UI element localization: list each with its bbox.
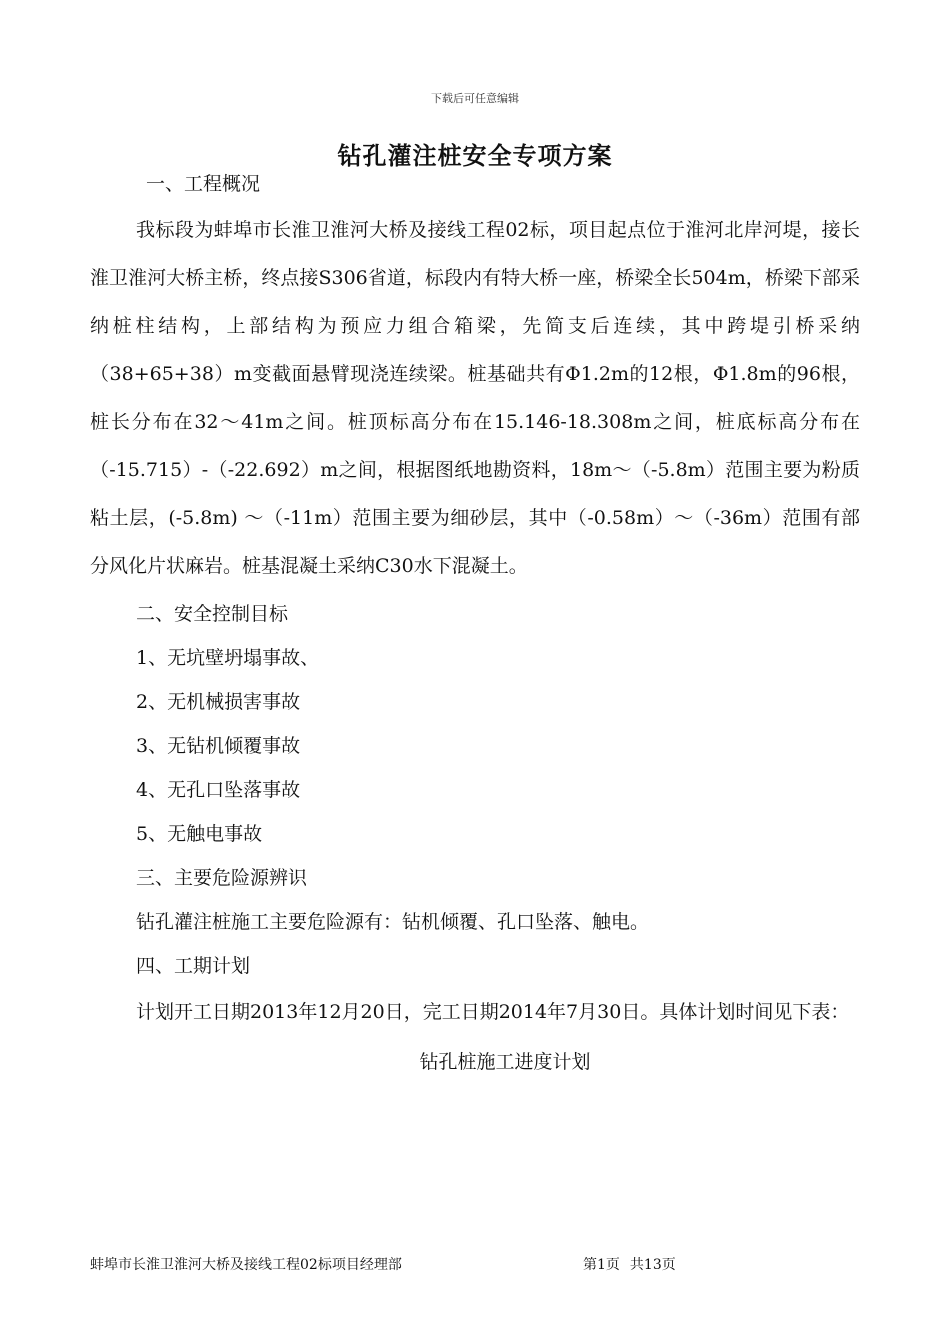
section-3-text: 钻孔灌注桩施工主要危险源有：钻机倾覆、孔口坠落、触电。 bbox=[136, 911, 650, 933]
page-total: 共13页 bbox=[629, 1257, 676, 1273]
section-4-paragraph: 计划开工日期2013年12月20日，完工日期2014年7月30日。具体计划时间见下表： bbox=[136, 1001, 850, 1023]
footer-organization: 蚌埠市长淮卫淮河大桥及接线工程02标项目经理部 bbox=[90, 1257, 402, 1273]
list-item: 3、无钻机倾覆事故 bbox=[136, 735, 301, 757]
table-caption: 钻孔桩施工进度计划 bbox=[419, 1051, 591, 1073]
section-1-heading: 一、工程概况 bbox=[146, 173, 261, 195]
page-current: 第1页 bbox=[583, 1257, 620, 1273]
list-item: 4、无孔口坠落事故 bbox=[136, 779, 301, 801]
document-title: 钻孔灌注桩安全专项方案 bbox=[337, 141, 613, 170]
section-3-heading: 三、主要危险源辨识 bbox=[136, 867, 308, 889]
list-item: 2、无机械损害事故 bbox=[136, 691, 301, 713]
section-2-heading: 二、安全控制目标 bbox=[136, 603, 289, 625]
list-item: 1、无坑壁坍塌事故、 bbox=[136, 647, 320, 669]
list-item: 5、无触电事故 bbox=[136, 823, 263, 845]
header-note: 下载后可任意编辑 bbox=[431, 92, 519, 105]
document-body bbox=[90, 162, 860, 1084]
section-4-heading: 四、工期计划 bbox=[136, 955, 251, 977]
section-1-paragraph: 我标段为蚌埠市长淮卫淮河大桥及接线工程02标，项目起点位于淮河北岸河堤，接长淮卫淮河大桥主桥，终点接S306省道，标段内有特大桥一座，桥梁全长504m，桥梁下部采纳桩柱结构，上部结构为预应力组合箱梁，先简支后连续，其中跨堤引桥采纳（38+65+38）m变截面悬臂现浇连续梁。桩基础共有Φ1.2m的12根，Φ1.8m的96根，桩长分布在32～41m之间。桩顶标高分布在15.146-18.308m之间，桩底标高分布在（-15.715）-（-22.692）m之间，根据图纸地勘资料，18m～（-5.8m）范围主要为粉质粘土层，(-5.8m) ～（-11m）范围主要为细砂层，其中（-0.58m）～（-36m）范围有部分风化片状麻岩。桩基混凝土采纳C30水下混凝土。 bbox=[90, 219, 860, 577]
footer-page-number bbox=[583, 1254, 686, 1274]
